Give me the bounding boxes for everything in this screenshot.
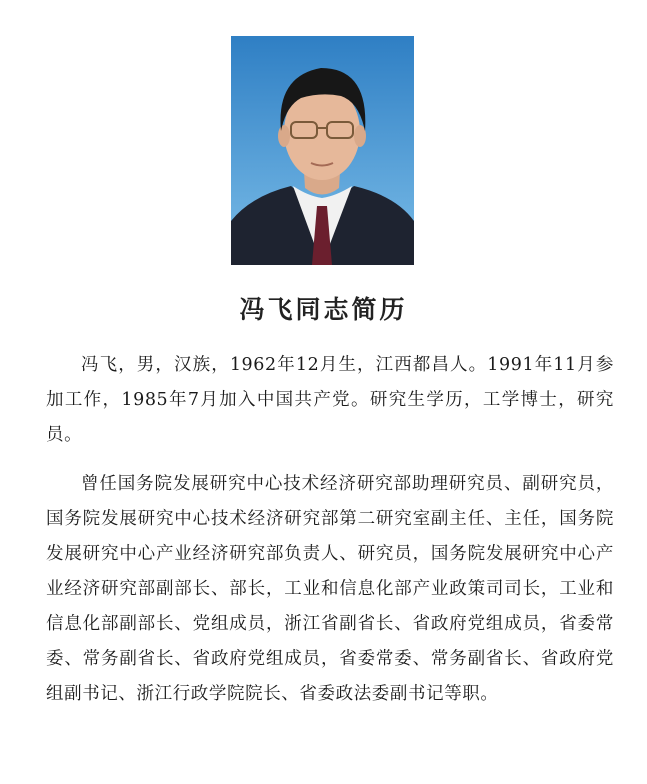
page-title: 冯飞同志简历	[239, 295, 408, 324]
portrait-icon	[231, 36, 414, 265]
bio-paragraph-basic-info: 冯飞，男，汉族，1962年12月生，江西都昌人。1991年11月参加工作，1985年7月加入中国共产党。研究生学历，工学博士，研究员。	[46, 355, 614, 445]
portrait-photo	[231, 36, 414, 265]
bio-paragraph-career: 曾任国务院发展研究中心技术经济研究部助理研究员、副研究员，国务院发展研究中心技术经济研究部第二研究室副主任、主任，国务院发展研究中心产业经济研究部负责人、研究员，国务院发展研究中心产业经济研究部副部长、部长，工业和信息化部产业政策司司长，工业和信息化部副部长、党组成员，浙江省副省长、省政府党组成员，省委常委、常务副省长、省政府党组成员，省委常委、常务副省长、省政府党组副书记、浙江行政学院院长、省委政法委副书记等职。	[46, 474, 614, 704]
